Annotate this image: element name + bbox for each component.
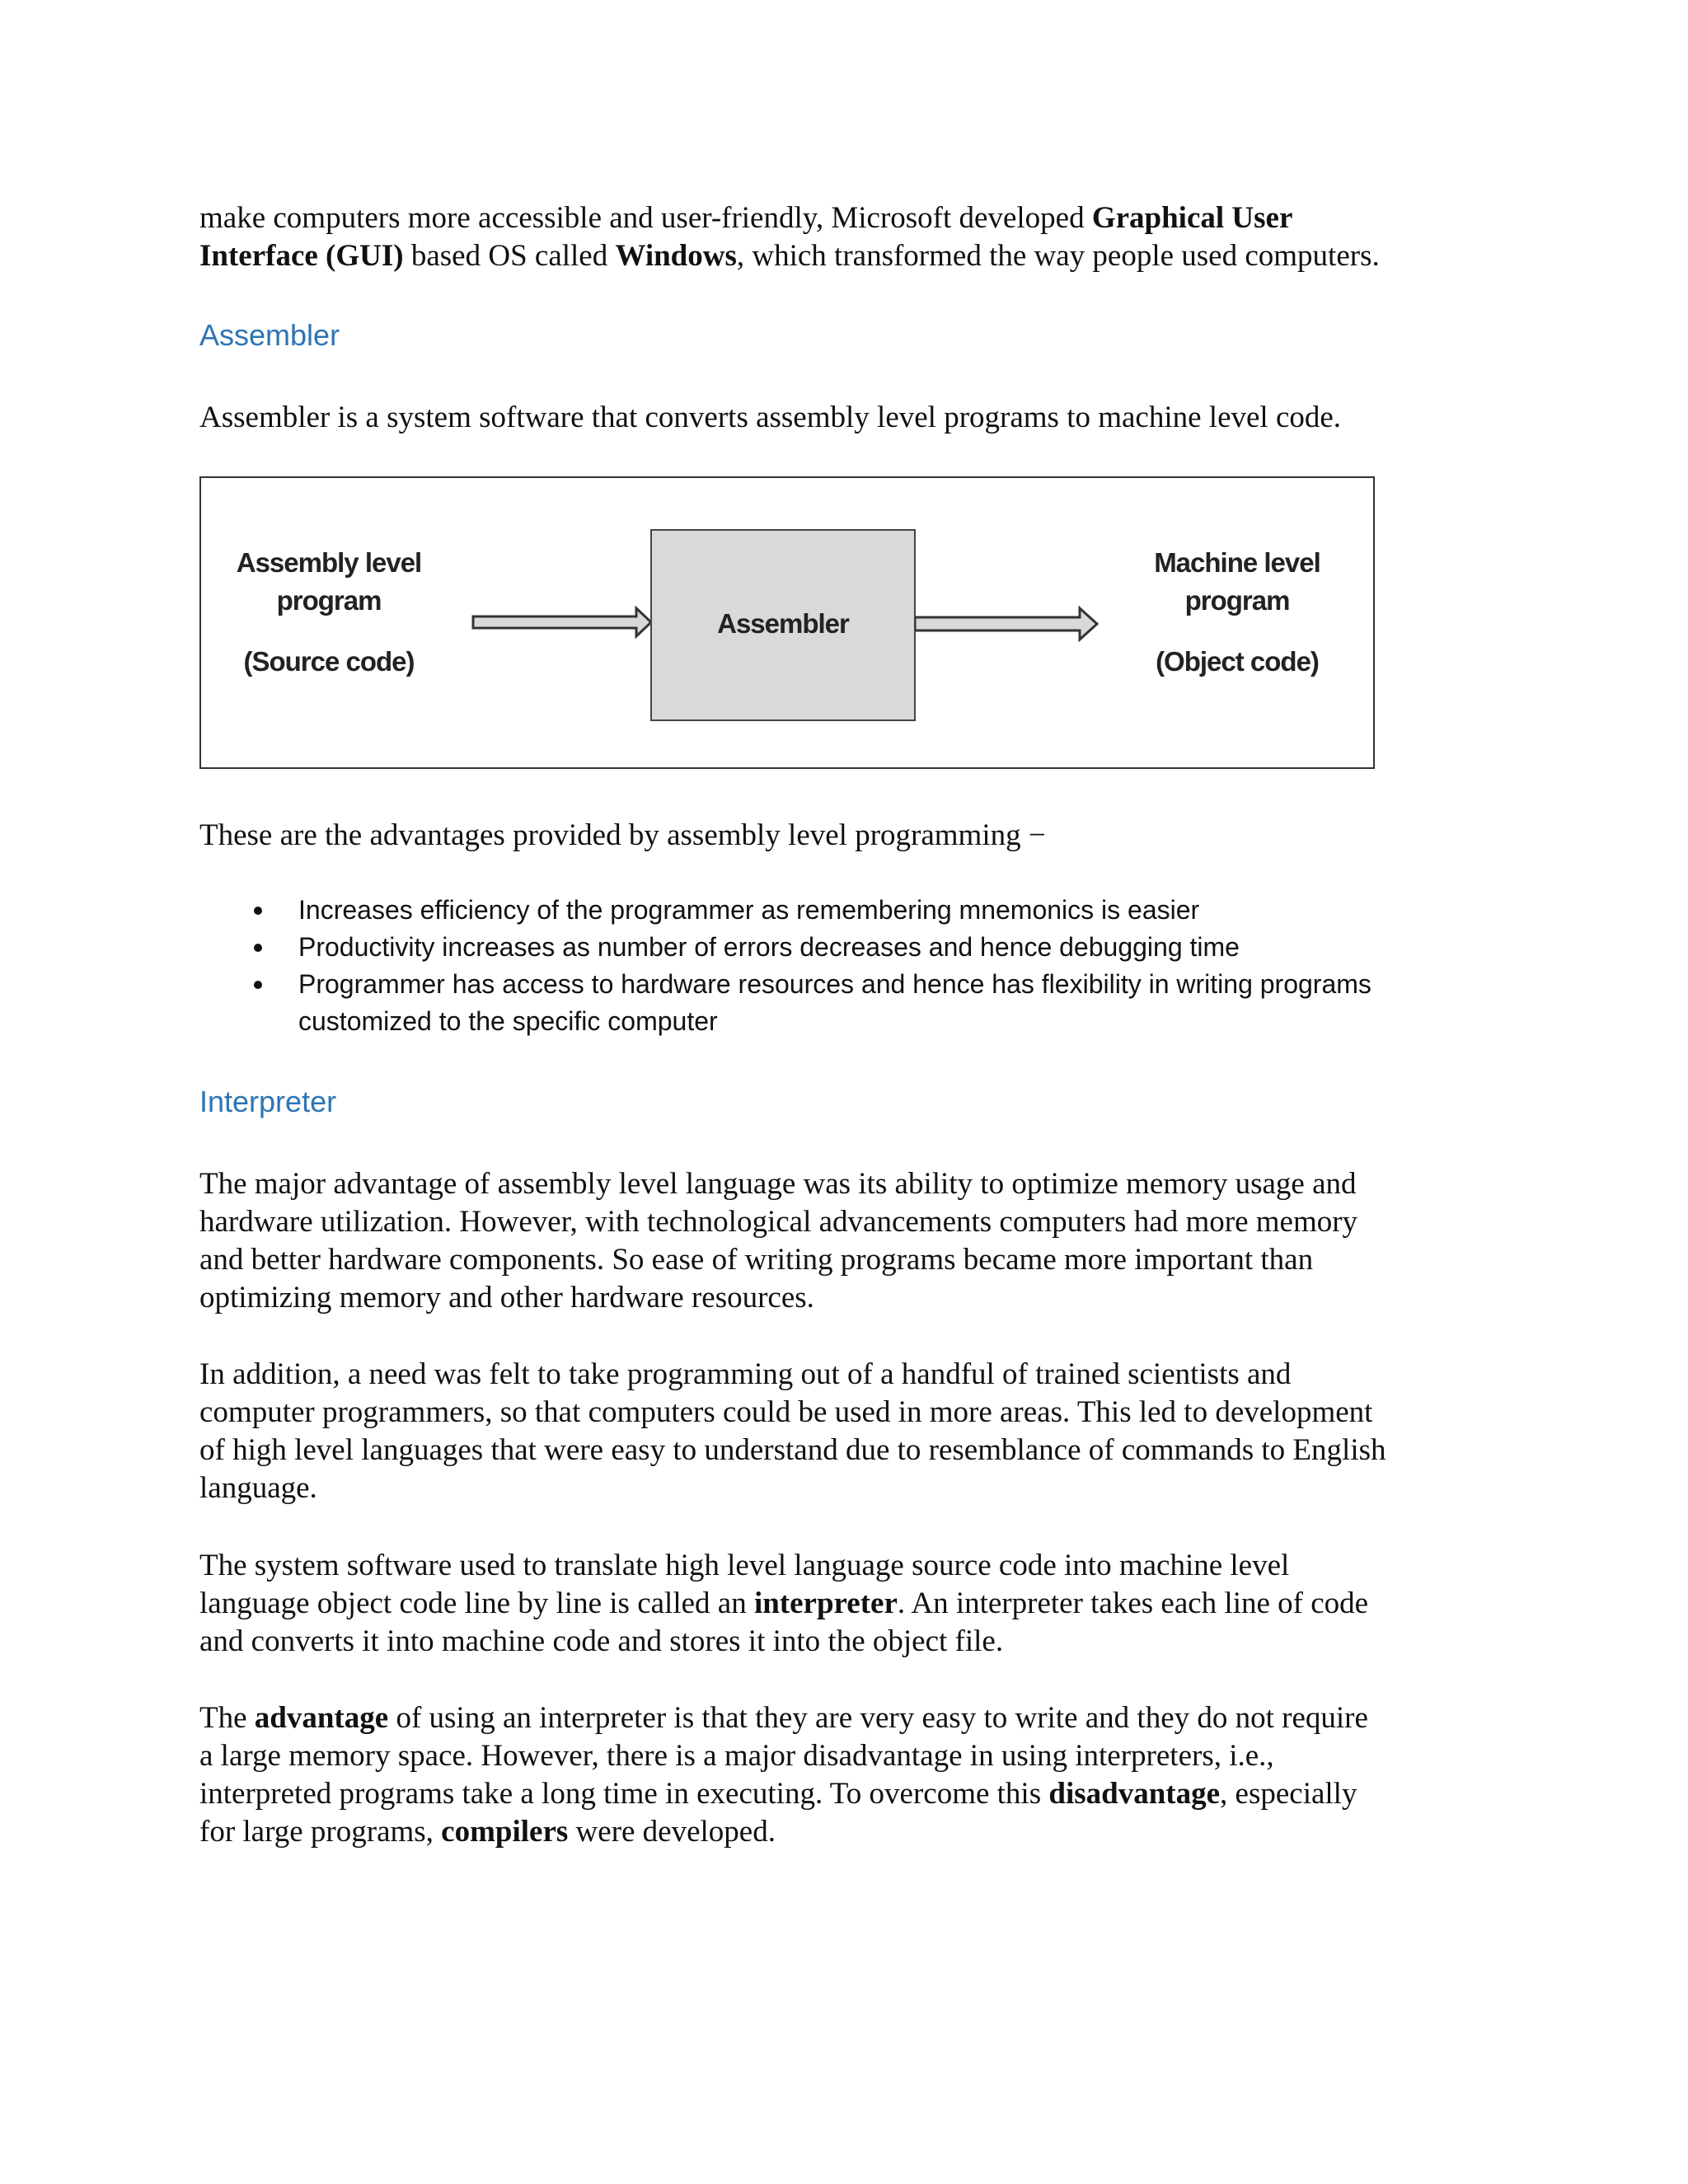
text: interpreted programs take a long time in executing. To overcome this xyxy=(199,1777,1049,1811)
intro-paragraph xyxy=(199,199,1380,275)
text: , which transformed the way people used computers. xyxy=(736,239,1380,273)
label-line: program xyxy=(276,585,382,616)
list-item xyxy=(254,966,1372,1003)
text-line: hardware utilization. However, with technological advancements computers had more memory xyxy=(199,1205,1358,1239)
text: The xyxy=(199,1701,255,1735)
text: . An interpreter takes each line of code xyxy=(897,1586,1369,1620)
text-line: The major advantage of assembly level language was its ability to optimize memory usage and xyxy=(199,1167,1357,1201)
bold-text: Windows xyxy=(615,239,737,273)
list-item-text: Productivity increases as number of errors decreases and hence debugging time xyxy=(298,932,1240,962)
heading-interpreter: Interpreter xyxy=(199,1085,337,1118)
arrow-right-icon xyxy=(471,606,654,639)
text-line: computer programmers, so that computers could be used in more areas. This led to development xyxy=(199,1395,1373,1429)
interpreter-paragraph-4 xyxy=(199,1699,1368,1851)
text: were developed. xyxy=(568,1815,776,1849)
bold-text: interpreter xyxy=(753,1586,898,1620)
interpreter-paragraph-1 xyxy=(199,1165,1357,1317)
bold-text: Interface (GUI) xyxy=(199,239,404,273)
bullet-icon xyxy=(254,981,262,989)
assembler-box xyxy=(650,529,916,721)
interpreter-paragraph-3 xyxy=(199,1547,1368,1661)
text: , especially xyxy=(1220,1777,1357,1811)
text-line: a large memory space. However, there is a major disadvantage in using interpreters, i.e., xyxy=(199,1739,1274,1773)
advantages-intro: These are the advantages provided by assembly level programming − xyxy=(199,818,1046,852)
arrow-right-icon xyxy=(915,606,1100,642)
advantages-list xyxy=(254,892,1372,1040)
text-line: In addition, a need was felt to take programming out of a handful of trained scientists and xyxy=(199,1357,1292,1391)
list-item-text: customized to the specific computer xyxy=(298,1006,718,1036)
text-line: and better hardware components. So ease of writing programs became more important than xyxy=(199,1243,1314,1277)
object-label xyxy=(1114,544,1361,681)
text: based OS called xyxy=(403,239,616,273)
label-line: program xyxy=(1184,585,1290,616)
text: make computers more accessible and user-friendly, Microsoft developed xyxy=(199,201,1092,235)
label-line: (Object code) xyxy=(1156,646,1319,677)
assembler-paragraph: Assembler is a system software that converts assembly level programs to machine level code. xyxy=(199,401,1342,434)
list-item-text: Programmer has access to hardware resources and hence has flexibility in writing programs xyxy=(298,969,1372,999)
bullet-icon xyxy=(254,944,262,952)
list-item xyxy=(254,929,1372,966)
bold-text: disadvantage xyxy=(1048,1777,1221,1811)
bold-text: compilers xyxy=(441,1815,569,1849)
label-line: Machine level xyxy=(1154,547,1320,578)
text-line: The system software used to translate high level language source code into machine level xyxy=(199,1549,1290,1582)
bold-text: Graphical User xyxy=(1091,201,1293,235)
heading-assembler: Assembler xyxy=(199,318,340,352)
source-label xyxy=(205,544,452,681)
bold-text: advantage xyxy=(254,1701,389,1735)
bullet-icon xyxy=(254,907,262,915)
text: of using an interpreter is that they are very easy to write and they do not require xyxy=(388,1701,1368,1735)
text-line: and converts it into machine code and stores it into the object file. xyxy=(199,1624,1004,1658)
text-line: of high level languages that were easy to understand due to resemblance of commands to English xyxy=(199,1433,1386,1467)
list-item-continuation xyxy=(254,1003,1372,1040)
text: for large programs, xyxy=(199,1815,442,1849)
label-line: Assembly level xyxy=(236,547,422,578)
label-line: (Source code) xyxy=(243,646,415,677)
interpreter-paragraph-2 xyxy=(199,1356,1386,1507)
text-line: optimizing memory and other hardware resources. xyxy=(199,1281,814,1315)
list-item xyxy=(254,892,1372,929)
assembler-box-label: Assembler xyxy=(717,608,849,639)
assembler-diagram xyxy=(199,476,1375,769)
list-item-text: Increases efficiency of the programmer as remembering mnemonics is easier xyxy=(298,895,1200,925)
text: language object code line by line is called an xyxy=(199,1586,754,1620)
text-line: language. xyxy=(199,1471,317,1505)
